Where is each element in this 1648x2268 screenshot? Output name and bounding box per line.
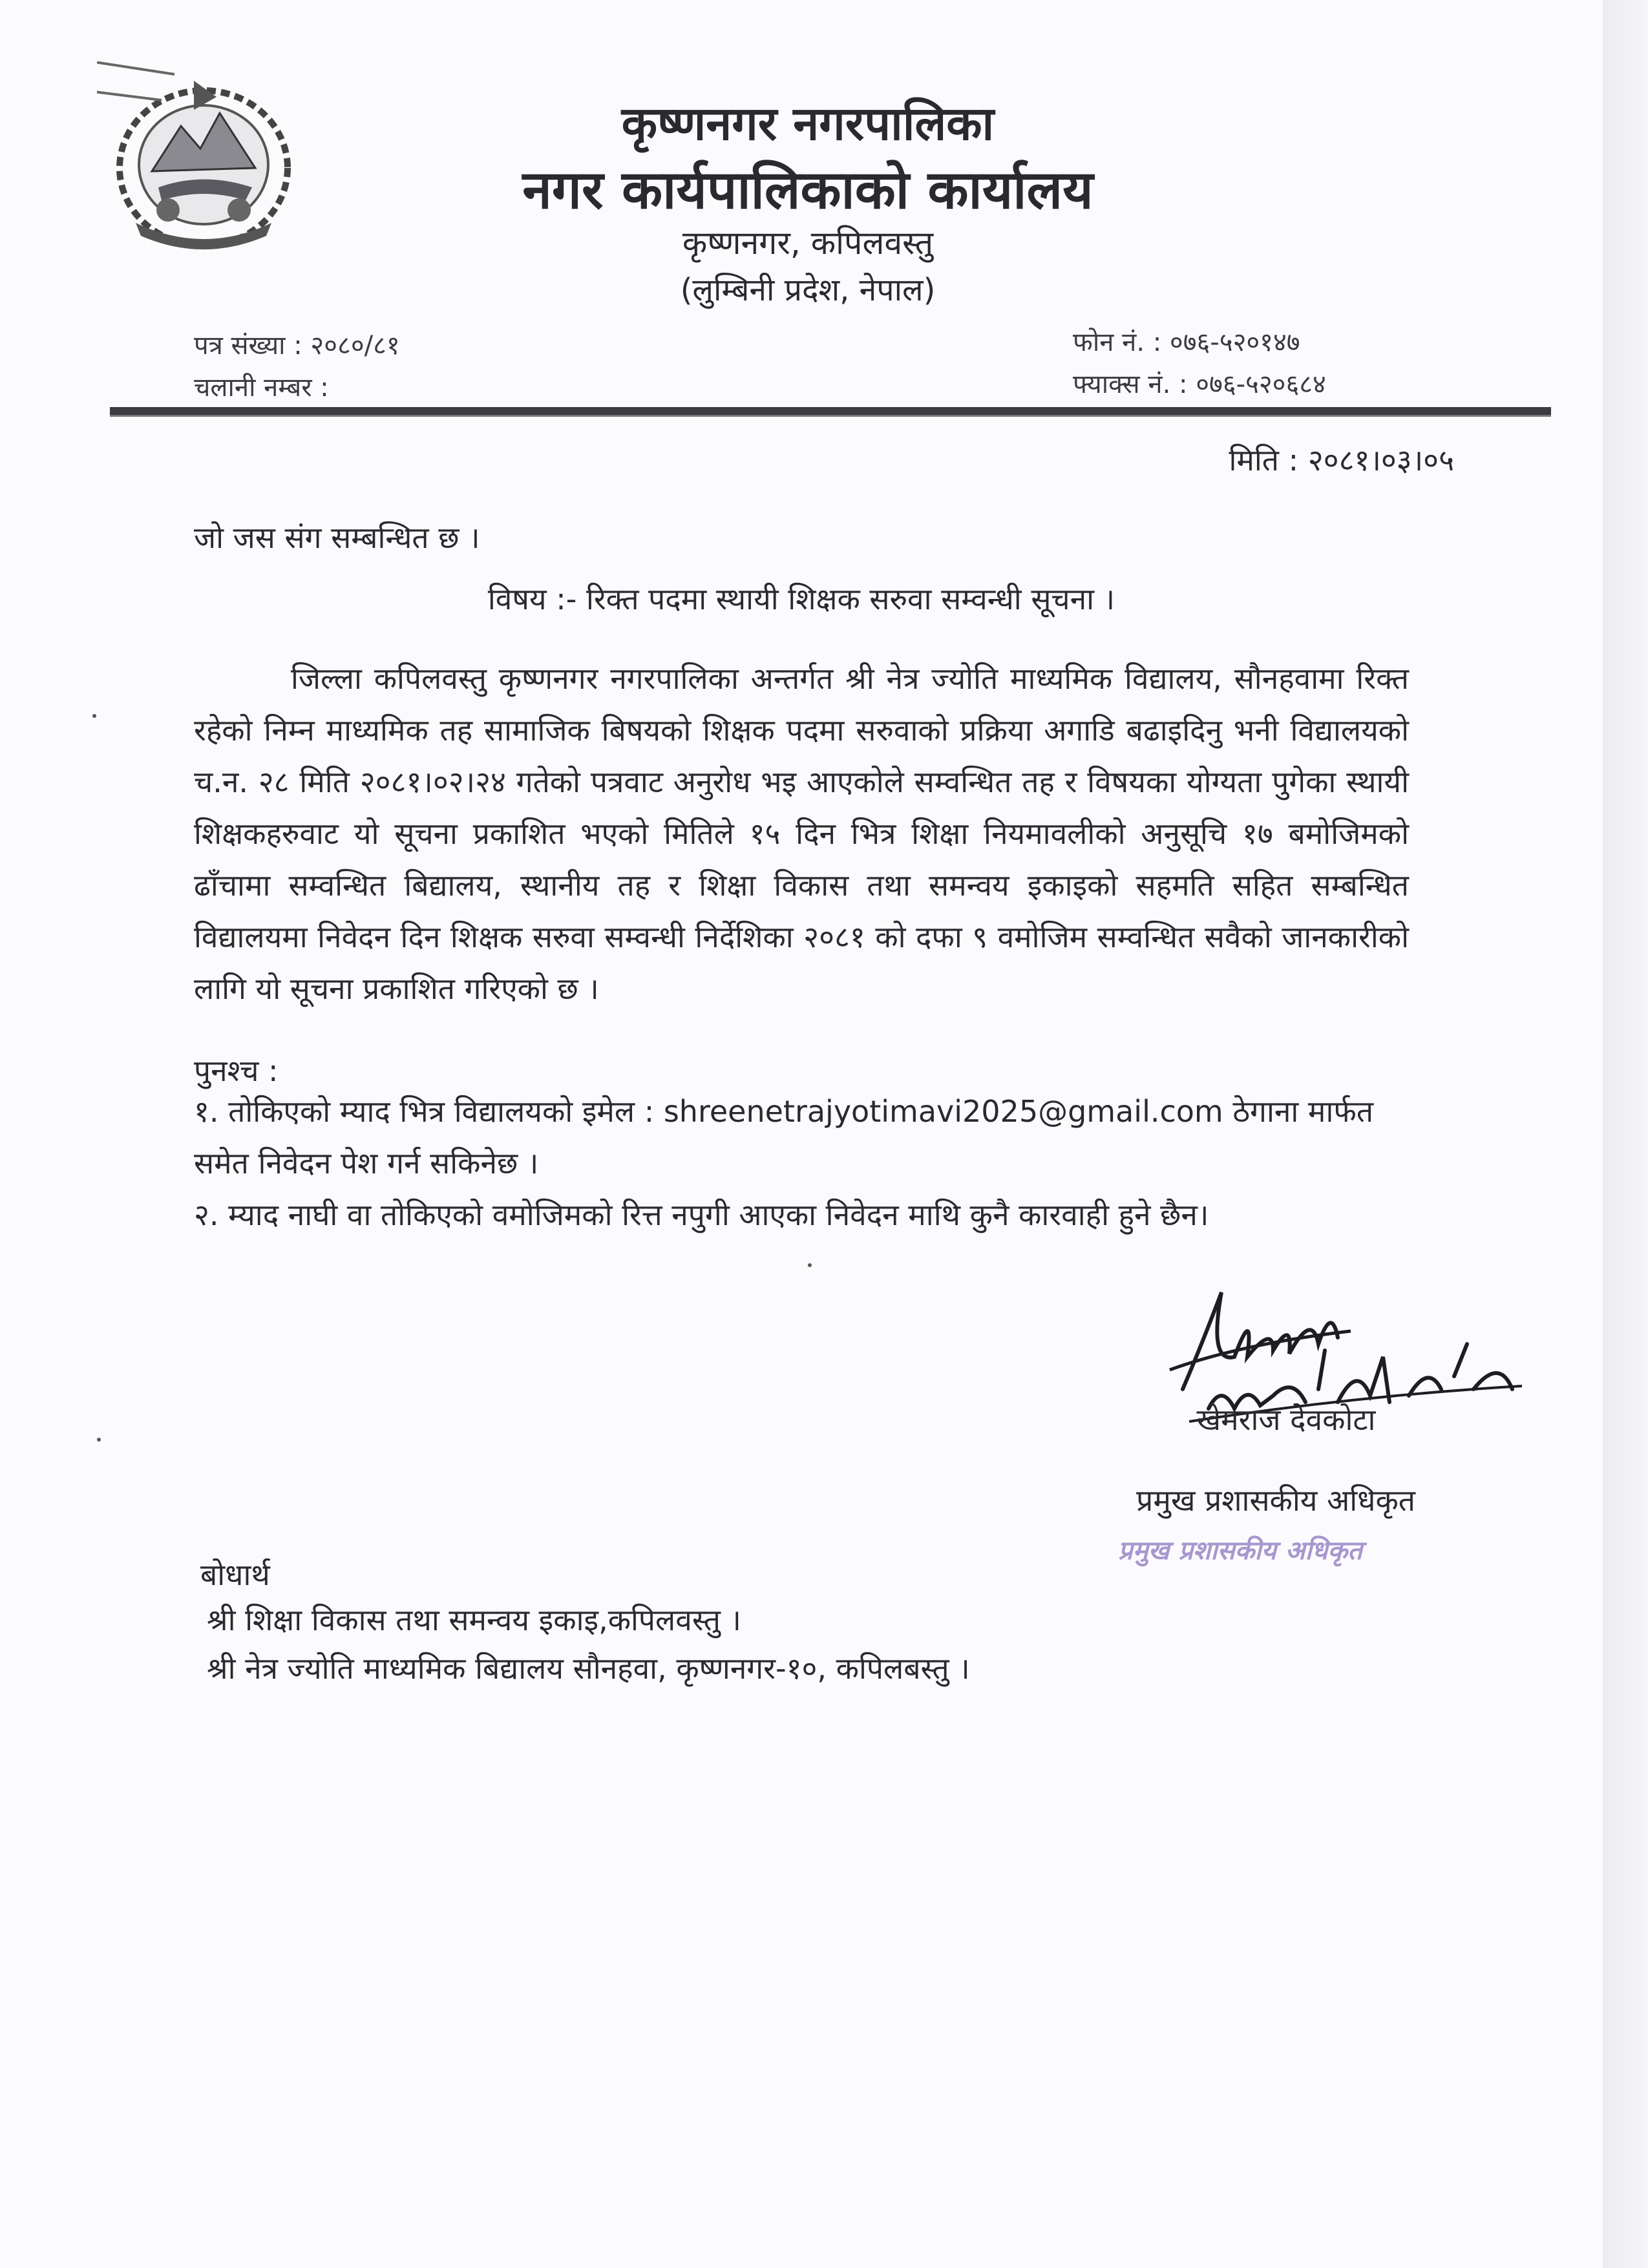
cc-item-2: श्री नेत्र ज्योति माध्यमिक बिद्यालय सौनहवा, कृष्णनगर-१०, कपिलबस्तु । (207, 1651, 970, 1686)
cc-label: बोधार्थ (200, 1557, 270, 1592)
signatory-title: प्रमुख प्रशासकीय अधिकृत (1136, 1483, 1415, 1518)
postscript-item-2: २. म्याद नाघी वा तोकिएको वमोजिमको रित्त नपुगी आएका निवेदन माथि कुनै कारवाही हुने छैन। (194, 1197, 1209, 1232)
postscript-item-1: १. तोकिएको म्याद भित्र विद्यालयको इमेल : shreenetrajyotimavi2025@gmail.com ठेगाना मार्फत समेत निवेदन पेश गर्न सकिनेछ । (194, 1094, 1374, 1181)
letter-number: पत्र संख्या : २०८०/८१ (194, 331, 400, 361)
scan-speck (97, 1438, 101, 1442)
scan-speck (92, 714, 96, 718)
fax-number: फ्याक्स नं. : ०७६-५२०६८४ (1073, 370, 1326, 399)
office-province: (लुम्बिनी प्रदेश, नेपाल) (680, 272, 936, 308)
header-divider (110, 407, 1551, 417)
body-paragraph: जिल्ला कपिलवस्तु कृष्णनगर नगरपालिका अन्तर्गत श्री नेत्र ज्योति माध्यमिक विद्यालय, सौनहवामा रिक्त रहेको निम्न माध्यमिक तह सामाजिक बिषयको शिक्षक पदमा सरुवाको प्रक्रिया अगाडि बढाइदिनु भनी विद्यालयको च.न. २८ मिति २०८१।०२।२४ गतेको पत्रवाट अनुरोध भइ आएकोले सम्वन्धित तह र विषयका योग्यता पुगेका स्थायी शिक्षकहरुवाट यो सूचना प्रकाशित भएको मितिले १५ दिन भित्र शिक्षा नियमावलीको अनुसूचि १७ बमोजिमको ढाँचामा सम्वन्धित बिद्यालय, स्थानीय तह र शिक्षा विकास तथा समन्वय इकाइको सहमति सहित सम्बन्धित विद्यालयमा निवेदन दिन शिक्षक सरुवा सम्वन्धी निर्देशिका २०८१ को दफा ९ वमोजिम सम्वन्धित सवैको जानकारीको लागि यो सूचना प्रकाशित गरिएको छ । (194, 661, 1409, 1006)
nepal-emblem-icon (97, 61, 310, 255)
municipality-name: कृष्णनगर नगरपालिका (621, 96, 995, 151)
salutation: जो जस संग सम्बन्धित छ । (194, 520, 480, 555)
phone-number: फोन नं. : ०७६-५२०१४७ (1073, 328, 1300, 357)
official-stamp: प्रमुख प्रशासकीय अधिकृत (1118, 1536, 1362, 1566)
subject-line: विषय :- रिक्त पदमा स्थायी शिक्षक सरुवा सम्वन्धी सूचना । (487, 582, 1115, 616)
signatory-name: खेमराज देवकोटा (1196, 1402, 1376, 1437)
letter-date: मिति : २०८१।०३।०५ (1229, 443, 1454, 478)
office-name: नगर कार्यपालिकाको कार्यालय (522, 160, 1093, 221)
office-address: कृष्णनगर, कपिलवस्तु (682, 224, 934, 262)
scan-speck (808, 1263, 812, 1267)
page-edge (1603, 0, 1648, 2268)
postscript-label: पुनश्च : (194, 1053, 279, 1088)
dispatch-number: चलानी नम्बर : (194, 373, 329, 403)
cc-item-1: श्री शिक्षा विकास तथा समन्वय इकाइ,कपिलवस्तु । (207, 1602, 741, 1637)
